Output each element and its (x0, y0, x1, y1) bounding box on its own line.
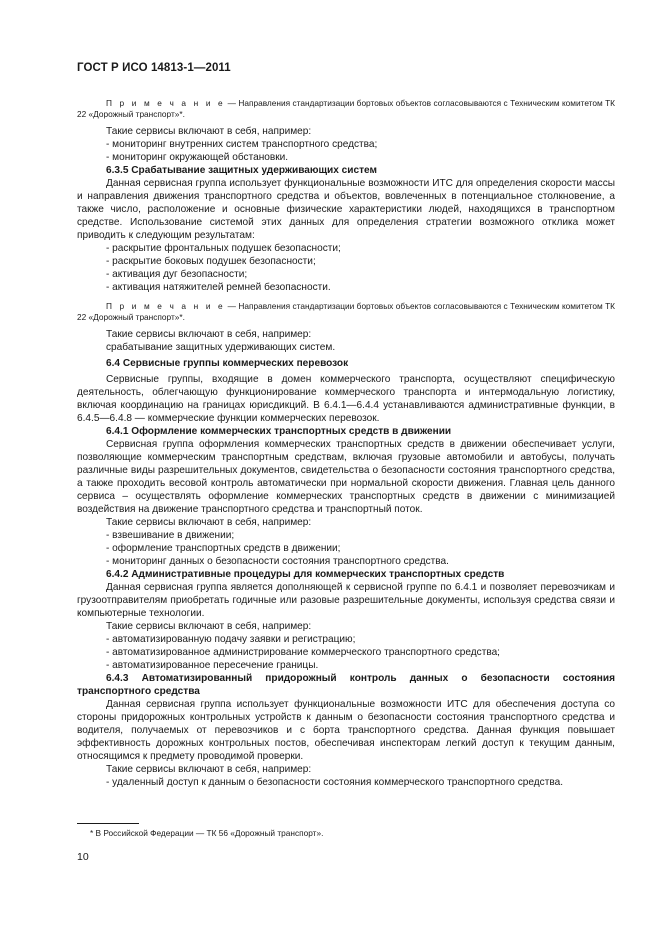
note-text: — Направления стандартизации бортовых объектов согласовываются с Техническим комитетом ТК 22 «Дорожный транспорт»*. (77, 301, 615, 322)
paragraph: Данная сервисная группа является дополняющей к сервисной группе по 6.4.1 и позволяет перевозчикам и грузоотправителям приобретать годичные или разовые разрешительные документы, используя средства связи и компьютерные технологии. (77, 582, 615, 619)
list-intro: Такие сервисы включают в себя, например: (106, 764, 312, 775)
list-item: - автоматизированное администрирование коммерческого транспортного средства; (106, 647, 500, 658)
section-heading-6-4-1: 6.4.1 Оформление коммерческих транспортных средств в движении (106, 426, 452, 437)
document-header: ГОСТ Р ИСО 14813-1—2011 (77, 62, 231, 74)
list-intro: Такие сервисы включают в себя, например: (106, 126, 312, 137)
note-paragraph (77, 98, 615, 120)
list-item: - мониторинг окружающей обстановки. (106, 152, 289, 163)
section-heading-6-4-3: 6.4.3 Автоматизированный придорожный контроль данных о безопасности состояния транспортного средства (77, 673, 615, 697)
document-body (77, 94, 615, 789)
section-heading-6-4-2: 6.4.2 Административные процедуры для коммерческих транспортных средств (106, 569, 505, 580)
list-item: - мониторинг внутренних систем транспортного средства; (106, 139, 378, 150)
paragraph: Сервисная группа оформления коммерческих транспортных средств в движении обеспечивает услуги, позволяющие коммерческим транспортным средствам, включая грузовые автомобили и автобусы, получать различные виды разрешительных документов, свидетельства о безопасности состояния транспортного средства, а также проходить весовой контроль автоматически при нормальной скорости движения. Главная цель данного сервиса – осуществлять оформление коммерческих транспортных средств в движении с минимизацией воздействия на движение транспортного средства и транспортный поток. (77, 439, 615, 515)
list-item: срабатывание защитных удерживающих систем. (106, 342, 336, 353)
footnote: * В Российской Федерации — ТК 56 «Дорожный транспорт». (90, 828, 324, 838)
list-item: - активация натяжителей ремней безопасности. (106, 282, 331, 293)
section-heading-6-3-5: 6.3.5 Срабатывание защитных удерживающих систем (106, 165, 377, 176)
list-item: - раскрытие фронтальных подушек безопасности; (106, 243, 341, 254)
paragraph: Сервисные группы, входящие в домен коммерческого транспорта, осуществляют специфическую деятельность, облегчающую функционирование коммерческого транспорта и интермодальную логистику, включая координацию на границах юрисдикций. В 6.4.1—6.4.4 устанавливаются административные функции, в 6.4.5—6.4.8 — коммерческие функции коммерческих перевозок. (77, 374, 615, 424)
page-number: 10 (77, 851, 89, 863)
list-intro: Такие сервисы включают в себя, например: (106, 621, 312, 632)
list-item: - оформление транспортных средств в движении; (106, 543, 341, 554)
list-item: - активация дуг безопасности; (106, 269, 248, 280)
list-item: - удаленный доступ к данным о безопасности состояния коммерческого транспортного средства. (106, 777, 564, 788)
list-intro: Такие сервисы включают в себя, например: (106, 517, 312, 528)
note-text: — Направления стандартизации бортовых объектов согласовываются с Техническим комитетом ТК 22 «Дорожный транспорт»*. (77, 98, 615, 119)
list-item: - раскрытие боковых подушек безопасности; (106, 256, 316, 267)
note-label: П р и м е ч а н и е (106, 301, 226, 311)
list-item: - автоматизированную подачу заявки и регистрацию; (106, 634, 356, 645)
list-item: - автоматизированное пересечение границы. (106, 660, 319, 671)
section-heading-6-4: 6.4 Сервисные группы коммерческих перевозок (106, 358, 349, 369)
paragraph: Данная сервисная группа использует функциональные возможности ИТС для определения скорости массы и направления движения транспортного средства и объектов, вовлеченных в потенциальное столкновение, а также число, расположение и основные физические характеристики людей, находящихся в транспортном средстве. Использование системой этих данных для определения стратегии возможного отклика может приводить к следующим результатам: (77, 178, 615, 241)
paragraph: Данная сервисная группа использует функциональные возможности ИТС для обеспечения доступа со стороны придорожных контрольных устройств к данным о безопасности состояния транспортного средства и водителя, получаемых от перевозчиков и с борта транспортного средства. Данная функция повышает эффективность дорожных контрольных постов, обеспечивая инспекторам легкий доступ к текущим данным, относящимся к предмету проводимой проверки. (77, 699, 615, 762)
list-item: - взвешивание в движении; (106, 530, 235, 541)
list-intro: Такие сервисы включают в себя, например: (106, 329, 312, 340)
list-item: - мониторинг данных о безопасности состояния транспортного средства. (106, 556, 449, 567)
note-paragraph (77, 301, 615, 323)
footnote-divider (77, 823, 139, 824)
note-label: П р и м е ч а н и е (106, 98, 226, 108)
